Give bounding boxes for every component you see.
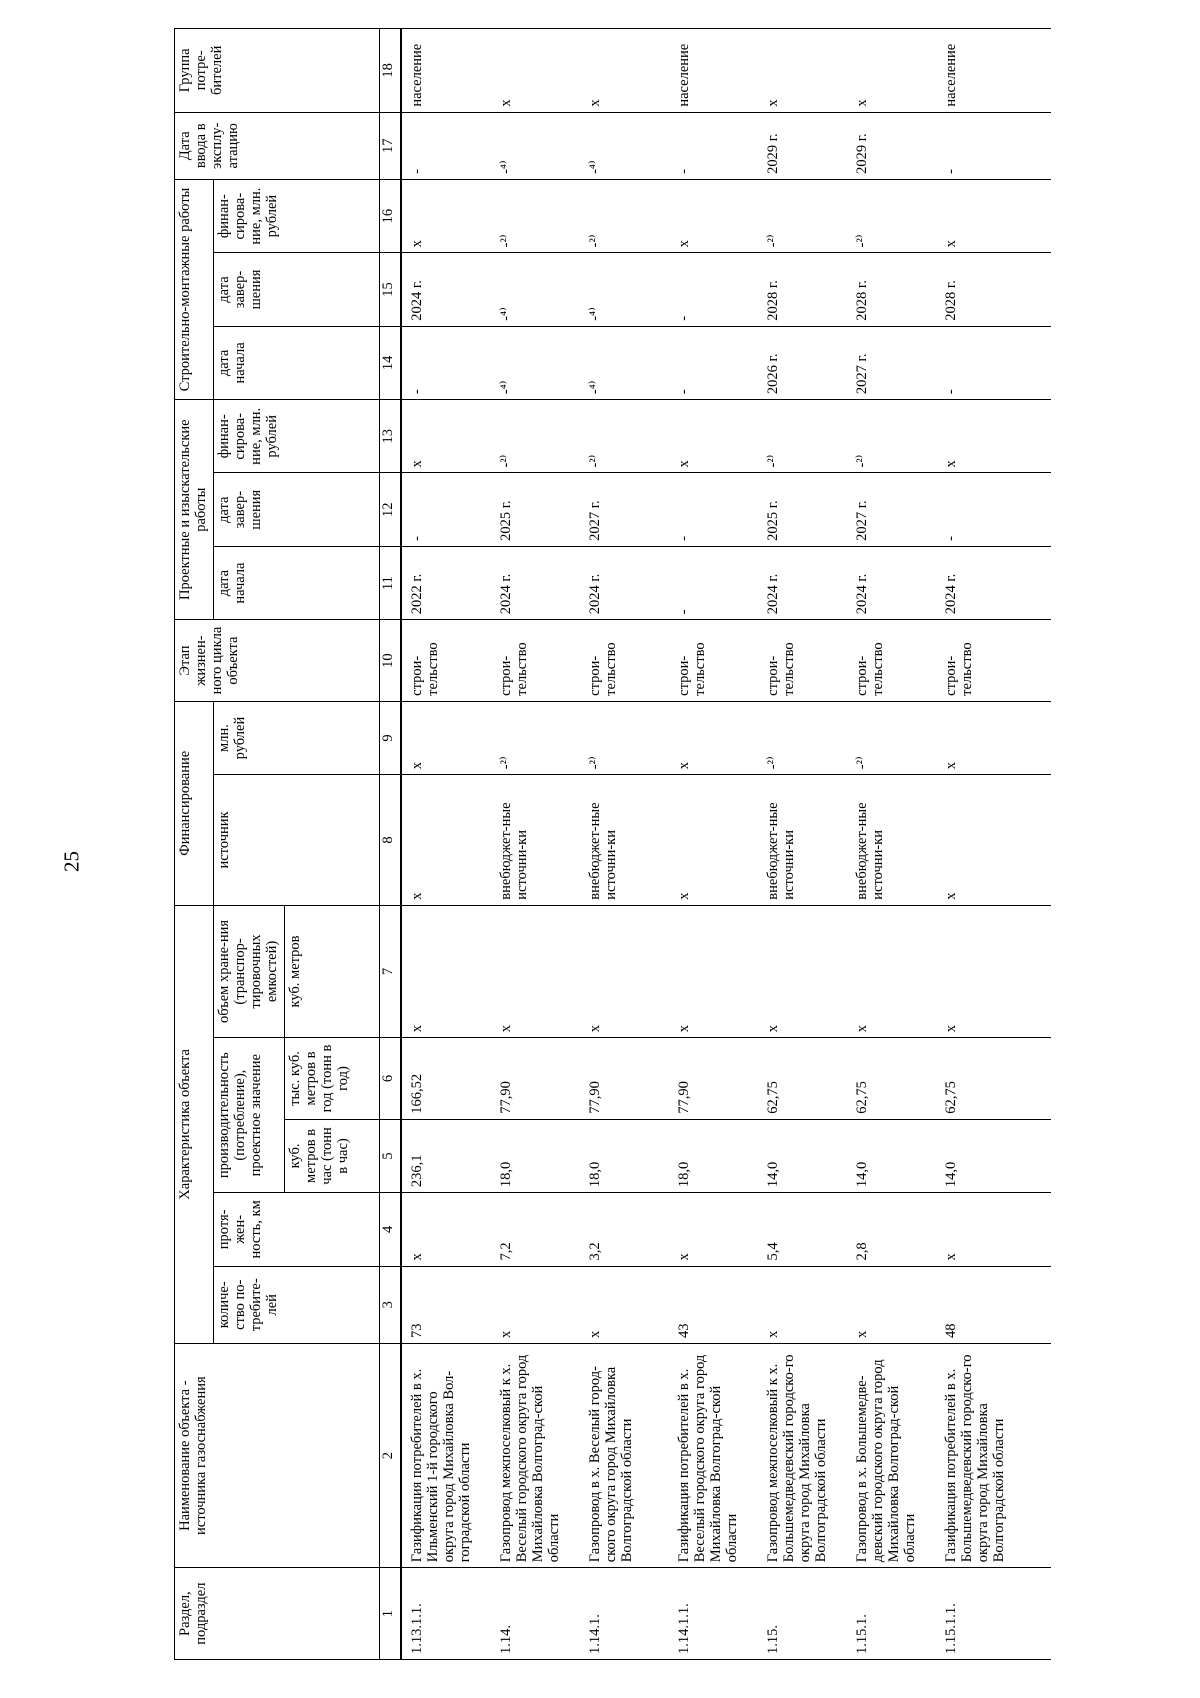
row-design-funding: x: [936, 400, 1051, 473]
column-number: 3: [379, 1266, 401, 1343]
row-construction-start: -⁴⁾: [491, 326, 580, 399]
rotated-table-container: [174, 28, 1184, 1660]
row-consumer-group: x: [847, 29, 936, 113]
header-characteristics: Характеристика объекта: [175, 905, 214, 1343]
row-construction-funding: -²⁾: [847, 179, 936, 252]
row-storage: x: [401, 905, 491, 1038]
row-consumers-count: x: [758, 1266, 847, 1343]
row-name: Газификация потребителей в х. Большемедведевский городско-го округа город Михайловка Волгоградской области: [936, 1344, 1051, 1568]
header-design-start: дата начала: [214, 546, 380, 619]
row-consumers-count: 48: [936, 1266, 1051, 1343]
row-design-end: 2027 г.: [580, 473, 669, 546]
header-design: Проектные и изыскательские работы: [175, 400, 214, 620]
row-construction-end: -⁴⁾: [491, 253, 580, 326]
row-source: x: [936, 775, 1051, 905]
column-number: 6: [379, 1038, 401, 1120]
row-lifecycle-stage: строи-тельство: [669, 620, 758, 702]
header-commissioning: Дата ввода в эксплу-атацию: [175, 112, 380, 179]
row-consumers-count: 43: [669, 1266, 758, 1343]
row-consumers-count: x: [491, 1266, 580, 1343]
column-number: 17: [379, 112, 401, 179]
row-commissioning: -: [936, 112, 1051, 179]
row-storage: x: [847, 905, 936, 1038]
column-number: 16: [379, 179, 401, 252]
row-consumer-group: население: [401, 29, 491, 113]
header-mln-rub: млн. рублей: [214, 701, 380, 774]
row-design-end: 2025 г.: [758, 473, 847, 546]
row-design-funding: -²⁾: [580, 400, 669, 473]
row-storage: x: [580, 905, 669, 1038]
header-source: источник: [214, 775, 380, 905]
row-design-start: 2024 г.: [847, 546, 936, 619]
column-number: 11: [379, 546, 401, 619]
row-per-hour: 236,1: [401, 1119, 491, 1192]
row-name: Газопровод межпоселковый к х. Большемедведевский городско-го округа город Михайловка Волгоградской области: [758, 1344, 847, 1568]
row-design-funding: -²⁾: [758, 400, 847, 473]
table-row: [580, 29, 669, 1660]
row-source: x: [401, 775, 491, 905]
column-number: 1: [379, 1568, 401, 1660]
row-storage: x: [936, 905, 1051, 1038]
header-section: Раздел, подраздел: [175, 1568, 380, 1660]
row-section: 1.15.1.: [847, 1568, 936, 1660]
header-storage-unit: куб. метров: [284, 905, 379, 1038]
table-row: [758, 29, 847, 1660]
header-capacity: производительность (потребление), проектное значение: [214, 1038, 285, 1193]
row-commissioning: -: [401, 112, 491, 179]
table-row: [936, 29, 1051, 1660]
column-numbers-row: [379, 29, 401, 1660]
row-source: x: [669, 775, 758, 905]
row-name: Газификация потребителей в х. Веселый городского округа город Михайловка Волгоград-ской области: [669, 1344, 758, 1568]
row-lifecycle-stage: строи-тельство: [491, 620, 580, 702]
row-design-end: 2025 г.: [491, 473, 580, 546]
row-commissioning: -⁴⁾: [491, 112, 580, 179]
row-construction-end: -⁴⁾: [580, 253, 669, 326]
row-mln-rub: x: [669, 701, 758, 774]
row-length: x: [669, 1193, 758, 1266]
column-number: 14: [379, 326, 401, 399]
table-row: [491, 29, 580, 1660]
row-per-year: 77,90: [669, 1038, 758, 1120]
row-length: x: [936, 1193, 1051, 1266]
row-construction-start: -⁴⁾: [580, 326, 669, 399]
row-design-end: -: [401, 473, 491, 546]
row-construction-start: -: [669, 326, 758, 399]
row-commissioning: 2029 г.: [847, 112, 936, 179]
row-source: внебюджет-ные источни-ки: [847, 775, 936, 905]
row-construction-end: -: [669, 253, 758, 326]
row-construction-end: 2024 г.: [401, 253, 491, 326]
column-number: 5: [379, 1119, 401, 1192]
row-design-funding: -²⁾: [491, 400, 580, 473]
row-consumers-count: x: [847, 1266, 936, 1343]
row-section: 1.13.1.1.: [401, 1568, 491, 1660]
row-design-start: 2024 г.: [936, 546, 1051, 619]
row-per-year: 62,75: [847, 1038, 936, 1120]
row-construction-end: 2028 г.: [758, 253, 847, 326]
row-per-year: 166,52: [401, 1038, 491, 1120]
row-mln-rub: -²⁾: [580, 701, 669, 774]
row-consumer-group: x: [580, 29, 669, 113]
row-construction-funding: -²⁾: [580, 179, 669, 252]
row-design-start: 2022 г.: [401, 546, 491, 619]
row-per-year: 62,75: [758, 1038, 847, 1120]
row-construction-end: 2028 г.: [936, 253, 1051, 326]
row-per-year: 62,75: [936, 1038, 1051, 1120]
gas-supply-table: [174, 28, 1051, 1660]
row-lifecycle-stage: строи-тельство: [936, 620, 1051, 702]
row-lifecycle-stage: строи-тельство: [758, 620, 847, 702]
row-construction-funding: x: [401, 179, 491, 252]
row-construction-start: 2027 г.: [847, 326, 936, 399]
table-row: [401, 29, 491, 1660]
row-design-start: 2024 г.: [758, 546, 847, 619]
table-row: [669, 29, 758, 1660]
row-construction-start: -: [936, 326, 1051, 399]
row-name: Газификация потребителей в х. Ильменский 1-й городского округа город Михайловка Вол-гоградской области: [401, 1344, 491, 1568]
row-construction-funding: -²⁾: [758, 179, 847, 252]
row-source: внебюджет-ные источни-ки: [580, 775, 669, 905]
row-design-start: 2024 г.: [491, 546, 580, 619]
row-per-hour: 14,0: [847, 1119, 936, 1192]
column-number: 7: [379, 905, 401, 1038]
header-construction-start: дата начала: [214, 326, 380, 399]
header-consumers-count: количе-ство по-требите-лей: [214, 1266, 380, 1343]
row-construction-funding: x: [936, 179, 1051, 252]
column-number: 18: [379, 29, 401, 113]
row-commissioning: -⁴⁾: [580, 112, 669, 179]
table-row: [847, 29, 936, 1660]
header-length: протя-жен-ность, км: [214, 1193, 380, 1266]
row-design-start: -: [669, 546, 758, 619]
row-construction-start: 2026 г.: [758, 326, 847, 399]
row-consumer-group: население: [669, 29, 758, 113]
column-number: 12: [379, 473, 401, 546]
header-cub-per-hour: куб. метров в час (тонн в час): [284, 1119, 379, 1192]
row-mln-rub: -²⁾: [758, 701, 847, 774]
row-source: внебюджет-ные источни-ки: [758, 775, 847, 905]
row-design-end: -: [669, 473, 758, 546]
header-construction: Строительно-монтажные работы: [175, 179, 214, 399]
column-number: 8: [379, 775, 401, 905]
page-number: 25: [59, 851, 84, 872]
row-name: Газопровод межпоселковый к х. Веселый городского округа город Михайловка Волгоград-ской области: [491, 1344, 580, 1568]
row-lifecycle-stage: строи-тельство: [580, 620, 669, 702]
row-name: Газопровод в х. Большемедве-девский городского округа город Михайловка Волгоград-ской области: [847, 1344, 936, 1568]
row-consumer-group: население: [936, 29, 1051, 113]
header-design-end: дата завер-шения: [214, 473, 380, 546]
row-construction-funding: -²⁾: [491, 179, 580, 252]
row-mln-rub: -²⁾: [847, 701, 936, 774]
row-commissioning: 2029 г.: [758, 112, 847, 179]
row-lifecycle-stage: строи-тельство: [847, 620, 936, 702]
row-section: 1.14.1.1.: [669, 1568, 758, 1660]
header-name: Наименование объекта - источника газоснабжения: [175, 1344, 380, 1568]
header-storage: объем хране-ния (транспор-тировочных емкостей): [214, 905, 285, 1038]
row-construction-funding: x: [669, 179, 758, 252]
header-construction-end: дата завер-шения: [214, 253, 380, 326]
row-section: 1.14.: [491, 1568, 580, 1660]
row-per-hour: 18,0: [669, 1119, 758, 1192]
header-lifecycle: Этап жизнен-ного цикла объекта: [175, 620, 380, 702]
column-number: 2: [379, 1344, 401, 1568]
header-thousand-cub-per-year: тыс. куб. метров в год (тонн в год): [284, 1038, 379, 1120]
row-per-hour: 14,0: [758, 1119, 847, 1192]
column-number: 4: [379, 1193, 401, 1266]
row-consumer-group: x: [491, 29, 580, 113]
row-design-end: 2027 г.: [847, 473, 936, 546]
row-source: внебюджет-ные источни-ки: [491, 775, 580, 905]
row-storage: x: [491, 905, 580, 1038]
row-length: 3,2: [580, 1193, 669, 1266]
row-design-funding: x: [669, 400, 758, 473]
column-number: 9: [379, 701, 401, 774]
row-per-year: 77,90: [491, 1038, 580, 1120]
row-mln-rub: x: [401, 701, 491, 774]
row-design-start: 2024 г.: [580, 546, 669, 619]
row-per-hour: 18,0: [491, 1119, 580, 1192]
row-consumers-count: x: [580, 1266, 669, 1343]
column-number: 13: [379, 400, 401, 473]
row-consumers-count: 73: [401, 1266, 491, 1343]
row-section: 1.14.1.: [580, 1568, 669, 1660]
table-body: [401, 29, 1051, 1660]
row-per-hour: 18,0: [580, 1119, 669, 1192]
row-construction-start: -: [401, 326, 491, 399]
column-number: 10: [379, 620, 401, 702]
column-number: 15: [379, 253, 401, 326]
row-mln-rub: x: [936, 701, 1051, 774]
row-length: x: [401, 1193, 491, 1266]
row-length: 7,2: [491, 1193, 580, 1266]
row-section: 1.15.1.1.: [936, 1568, 1051, 1660]
row-design-funding: -²⁾: [847, 400, 936, 473]
row-construction-end: 2028 г.: [847, 253, 936, 326]
row-name: Газопровод в х. Веселый город-ского округа город Михайловка Волгоградской области: [580, 1344, 669, 1568]
row-length: 2,8: [847, 1193, 936, 1266]
row-section: 1.15.: [758, 1568, 847, 1660]
row-consumer-group: x: [758, 29, 847, 113]
row-per-hour: 14,0: [936, 1119, 1051, 1192]
row-length: 5,4: [758, 1193, 847, 1266]
row-storage: x: [669, 905, 758, 1038]
row-storage: x: [758, 905, 847, 1038]
row-per-year: 77,90: [580, 1038, 669, 1120]
header-consumer-group: Группа потре-бителей: [175, 29, 380, 113]
header-design-funding: финан-сирова-ние, млн. рублей: [214, 400, 380, 473]
row-mln-rub: -²⁾: [491, 701, 580, 774]
row-design-end: -: [936, 473, 1051, 546]
row-design-funding: x: [401, 400, 491, 473]
row-commissioning: -: [669, 112, 758, 179]
header-construction-funding: финан-сирова-ние, млн. рублей: [214, 179, 380, 252]
row-lifecycle-stage: строи-тельство: [401, 620, 491, 702]
header-financing: Финансирование: [175, 701, 214, 905]
